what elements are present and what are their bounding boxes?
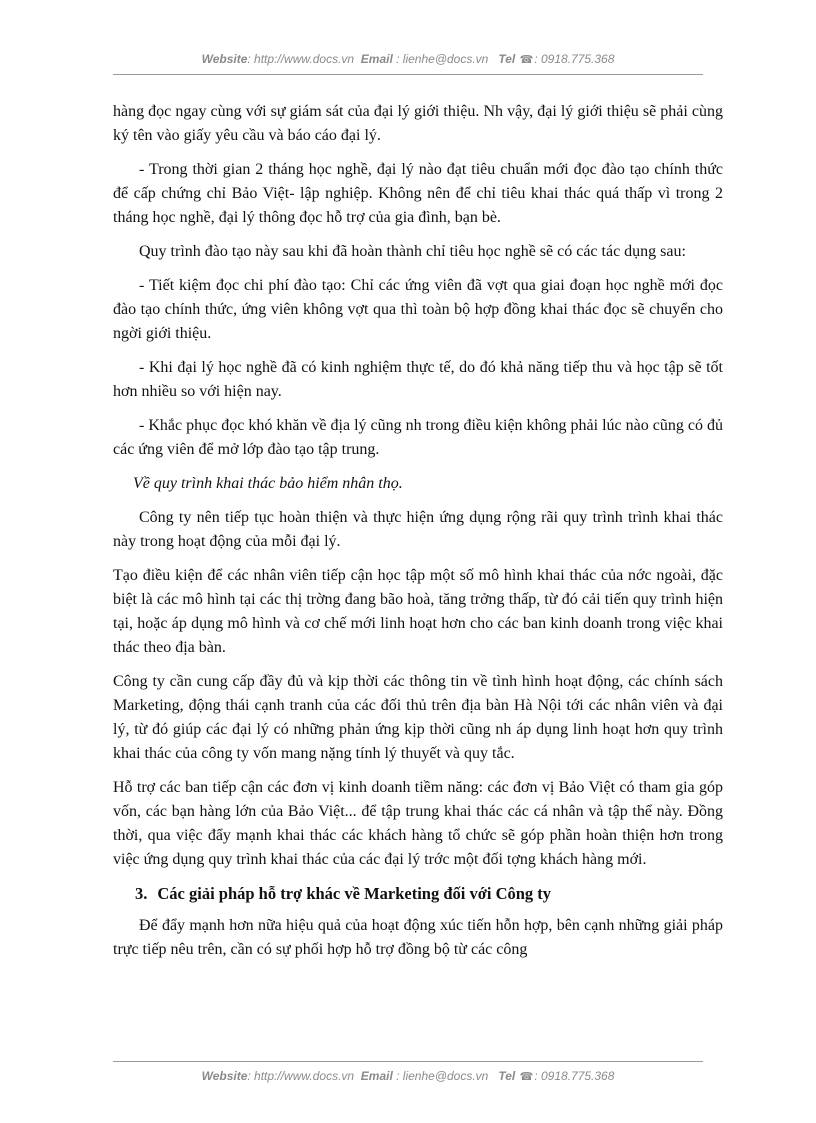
paragraph: Tạo điều kiện để các nhân viên tiếp cận học tập một số mô hình khai thác của nớc ngoài, đặc biệt là các mô hình tại các thị trờng đang bão hoà, tăng trởng thấp, từ đó cải tiến quy trình hiện tại, hoặc áp dụng mô hình và cơ chế mới linh hoạt hơn cho các ban kinh doanh trong việc khai thác theo địa bàn. xyxy=(113,567,723,656)
footer-website-value: : http://www.docs.vn xyxy=(247,1069,355,1083)
header-website-label: Website xyxy=(201,52,248,66)
paragraph: Công ty cần cung cấp đầy đủ và kịp thời các thông tin về tình hình hoạt động, các chính sách Marketing, động thái cạnh tranh của các đối thủ trên địa bàn Hà Nội tới các nhân viên và đại lý, từ đó giúp các đại lý có những phản ứng kịp thời cũng nh áp dụng linh hoạt hơn quy trình khai thác của công ty vốn mang nặng tính lý thuyết và quy tắc. xyxy=(113,673,723,762)
section-heading xyxy=(113,882,723,906)
footer-tel-label: Tel xyxy=(498,1069,516,1083)
subsection-title: Về quy trình khai thác bảo hiểm nhân thọ. xyxy=(133,475,403,492)
footer-email-label: Email xyxy=(360,1069,393,1083)
paragraph: - Khắc phục đọc khó khăn về địa lý cũng nh trong điều kiện không phải lúc nào cũng có đủ các ứng viên để mở lớp đào tạo tập trung. xyxy=(113,417,723,458)
document-body xyxy=(113,100,723,972)
paragraph: - Tiết kiệm đọc chi phí đào tạo: Chỉ các ứng viên đã vợt qua giai đoạn học nghề mới đọc đào tạo chính thức, ứng viên không vợt qua thì toàn bộ hợp đồng khai thác đọc sẽ chuyển cho ngời giới thiệu. xyxy=(113,277,723,342)
page-footer xyxy=(0,1069,816,1083)
paragraph: Để đẩy mạnh hơn nữa hiệu quả của hoạt động xúc tiến hỗn hợp, bên cạnh những giải pháp trực tiếp nêu trên, cần có sự phối hợp hỗ trợ đồng bộ từ các công xyxy=(113,917,723,958)
paragraph: Công ty nên tiếp tục hoàn thiện và thực hiện ứng dụng rộng rãi quy trình trình khai thác này trong hoạt động của mỗi đại lý. xyxy=(113,509,723,550)
footer-website-label: Website xyxy=(201,1069,248,1083)
paragraph: - Khi đại lý học nghề đã có kinh nghiệm thực tế, do đó khả năng tiếp thu và học tập sẽ tốt hơn nhiều so với hiện nay. xyxy=(113,359,723,400)
paragraph: Quy trình đào tạo này sau khi đã hoàn thành chỉ tiêu học nghề sẽ có các tác dụng sau: xyxy=(139,243,686,260)
header-tel-value: : 0918.775.368 xyxy=(534,52,615,66)
phone-icon: ☎ xyxy=(519,54,534,66)
paragraph: - Trong thời gian 2 tháng học nghề, đại lý nào đạt tiêu chuẩn mới đọc đào tạo chính thức để cấp chứng chỉ Bảo Việt- lập nghiệp. Không nên để chỉ tiêu khai thác quá thấp vì trong 2 tháng học nghề, đại lý thông đọc hỗ trợ của gia đình, bạn bè. xyxy=(113,161,723,226)
header-tel-label: Tel xyxy=(498,52,516,66)
section-heading-text: Các giải pháp hỗ trợ khác về Marketing đối với Công ty xyxy=(157,884,552,903)
header-divider xyxy=(113,74,703,75)
paragraph: Hỗ trợ các ban tiếp cận các đơn vị kinh doanh tiềm năng: các đơn vị Bảo Việt có tham gia góp vốn, các bạn hàng lớn của Bảo Việt... để tập trung khai thác các cá nhân và tập thể này. Đồng thời, qua việc đẩy mạnh khai thác các khách hàng tổ chức sẽ góp phần hoàn thiện hơn trong việc ứng dụng quy trình khai thác của các đại lý trớc một đối tợng khách hàng mới. xyxy=(113,779,723,868)
header-email-value: : lienhe@docs.vn xyxy=(396,52,489,66)
phone-icon: ☎ xyxy=(519,1071,534,1083)
footer-divider xyxy=(113,1061,703,1062)
section-number: 3. xyxy=(135,884,148,903)
header-website-value: : http://www.docs.vn xyxy=(247,52,355,66)
paragraph: hàng đọc ngay cùng với sự giám sát của đại lý giới thiệu. Nh vậy, đại lý giới thiệu sẽ phải cùng ký tên vào giấy yêu cầu và báo cáo đại lý. xyxy=(113,103,723,144)
footer-email-value: : lienhe@docs.vn xyxy=(396,1069,489,1083)
header-email-label: Email xyxy=(360,52,393,66)
footer-tel-value: : 0918.775.368 xyxy=(534,1069,615,1083)
page-header xyxy=(0,52,816,66)
